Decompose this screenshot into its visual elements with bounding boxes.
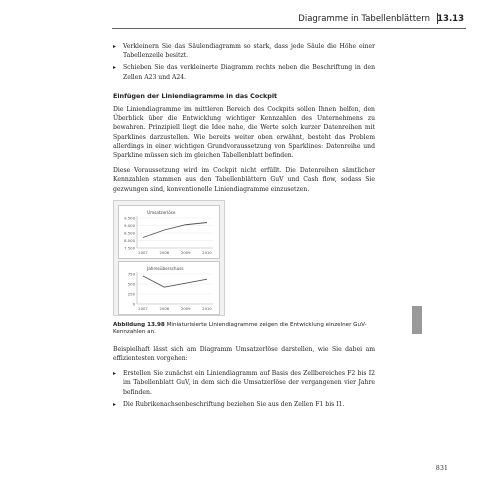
intro-bullet-list: [113, 42, 375, 82]
y-tick-label: 8.500: [124, 230, 135, 236]
section-heading: Einfügen der Liniendiagramme in das Cockpit: [113, 91, 278, 100]
list-item-text: Verkleinern Sie das Säulendiagramm so stark, dass jede Säule die Höhe einer Tabellenzeile besitzt.: [123, 43, 375, 60]
list-item: [113, 400, 375, 409]
list-item-text: Erstellen Sie zunächst ein Liniendiagramm auf Basis des Zellbereiches F2 bis I2 im Tabellenblatt GuV, in dem sich die Umsatzerlöse der vergangenen vier Jahre befinden.: [123, 370, 375, 396]
series-line: [143, 222, 207, 237]
bullet-icon: ▸: [113, 43, 117, 50]
y-tick-label: 8.000: [124, 237, 135, 243]
x-tick-label: 2009: [180, 305, 191, 311]
x-tick-label: 2008: [159, 249, 170, 255]
list-item: [113, 42, 375, 60]
caption-label: Abbildung 13.98: [113, 321, 165, 328]
chart-svg: [119, 262, 219, 314]
list-item: [113, 369, 375, 397]
body-paragraph: Diese Voraussetzung wird im Cockpit nicht erfüllt. Die Datenreihen sämtlicher Kennzahlen stammen aus den Tabellenblättern GuV und Cash flow, sodass Sie gezwungen sind, konventionelle Liniendiagramme einzusetzen.: [113, 167, 375, 193]
chart-title: Jahresüberschuss: [147, 265, 184, 271]
caption-text: Miniaturisierte Liniendiagramme zeigen die Entwicklung einzelner GuV-Kennzahlen an.: [113, 321, 367, 336]
x-tick-label: 2010: [202, 305, 212, 311]
body-paragraph: Die Liniendiagramme im mittleren Bereich des Cockpits sollen Ihnen helfen, den Überblick über die Entwicklung wichtiger Kennzahlen des Unternehmens zu bewahren. Prinzipiell liegt die Idee nahe, die Werte solch kurzer Datenreihen mit Sparklines darzustellen. Wie bereits weiter oben erwähnt, besteht das Problem allerdings in einer wichtigen Grundvoraussetzung von Sparklines: Datenreihe und Sparkline müssen sich im gleichen Tabellenblatt befinden.: [113, 106, 375, 160]
page-number: 831: [435, 464, 448, 472]
example-paragraph: Beispielhaft lässt sich am Diagramm Umsatzerlöse darstellen, wie Sie dabei am effizientesten vorgehen:: [113, 345, 375, 363]
list-item-text: Schieben Sie das verkleinerte Diagramm rechts neben die Beschriftung in den Zellen A23 und A24.: [123, 64, 375, 81]
y-tick-label: 250: [127, 291, 135, 297]
header-rule: [112, 28, 466, 29]
y-tick-label: 9.000: [124, 222, 135, 228]
list-item-text: Die Rubrikenachsenbeschriftung beziehen Sie aus den Zellen F1 bis I1.: [123, 400, 345, 408]
bullet-icon: ▸: [113, 370, 117, 378]
y-tick-label: 0: [132, 301, 135, 307]
x-tick-label: 2007: [138, 305, 148, 311]
chart-jahresueberschuss: [118, 261, 220, 315]
header-page-ref: 13.13: [437, 14, 464, 24]
list-item: [113, 63, 375, 81]
figure-caption: [113, 322, 375, 337]
bullet-icon: ▸: [113, 64, 117, 72]
chapter-thumb-tab: [412, 306, 422, 334]
series-line: [143, 276, 207, 287]
chart-umsatzerloese: [118, 205, 220, 259]
chart-svg: [119, 206, 219, 258]
x-tick-label: 2009: [180, 249, 191, 255]
bullet-icon: ▸: [113, 400, 117, 408]
step-list: [113, 369, 375, 409]
header-title: Diagramme in Tabellenblättern: [298, 14, 430, 24]
y-tick-label: 9.500: [124, 215, 135, 221]
chart-title: Umsatzerlöse: [147, 209, 176, 215]
page-content: [113, 42, 375, 412]
y-tick-label: 500: [127, 281, 135, 287]
y-tick-label: 7.500: [124, 245, 135, 251]
y-tick-label: 750: [127, 271, 135, 277]
figure-mini-charts: [113, 200, 225, 316]
x-tick-label: 2008: [159, 305, 170, 311]
running-header: [0, 0, 500, 34]
x-tick-label: 2010: [202, 249, 212, 255]
x-tick-label: 2007: [138, 249, 148, 255]
